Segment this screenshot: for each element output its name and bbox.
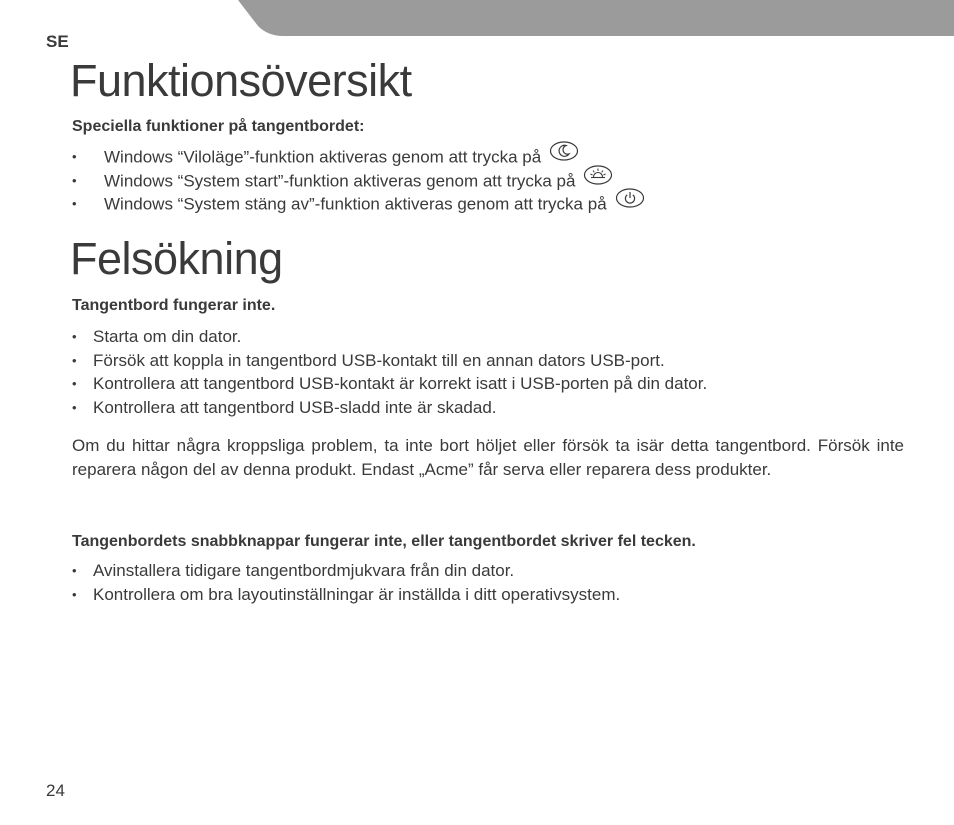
header-bar bbox=[0, 0, 954, 36]
power-icon bbox=[615, 188, 645, 215]
sleep-moon-icon bbox=[549, 141, 579, 168]
problem-heading-keyboard-not-working: Tangentbord fungerar inte. bbox=[72, 297, 276, 314]
list-item-text: Avinstallera tidigare tangentbordmjukvara från din dator. bbox=[93, 561, 515, 580]
bullet: • bbox=[72, 586, 77, 602]
list-item-text: Kontrollera om bra layoutinställningar är inställda i ditt operativsystem. bbox=[93, 584, 621, 604]
list-item-text: Kontrollera att tangentbord USB-kontakt är korrekt isatt i USB-porten på din dator. bbox=[93, 374, 708, 393]
feature-sleep-text: Windows “Viloläge”-funktion aktiveras genom att trycka på bbox=[104, 147, 542, 167]
bullet: • bbox=[72, 329, 77, 344]
bullet: • bbox=[72, 376, 77, 391]
feature-overview-title: Funktionsöversikt bbox=[70, 55, 412, 106]
feature-wake-text: Windows “System start”-funktion aktiveras genom att trycka på bbox=[104, 171, 576, 191]
bullet: • bbox=[72, 352, 77, 368]
bullet: • bbox=[72, 399, 77, 415]
list-item-text: Kontrollera att tangentbord USB-sladd inte är skadad. bbox=[93, 397, 497, 417]
list-item-text: Försök att koppla in tangentbord USB-kontakt till en annan dators USB-port. bbox=[93, 350, 665, 370]
problem-heading-hotkeys: Tangenbordets snabbknappar fungerar inte, eller tangentbordet skriver fel tecken. bbox=[72, 533, 696, 550]
bullet: • bbox=[72, 196, 77, 211]
wake-sunrise-icon bbox=[583, 165, 613, 192]
bullet: • bbox=[72, 563, 77, 578]
troubleshooting-title: Felsökning bbox=[70, 233, 283, 284]
safety-paragraph: Om du hittar några kroppsliga problem, ta inte bort höljet eller försök ta isär detta tangentbord. Försök inte reparera någon del av denna produkt. Endast „Acme” får serva eller reparera dess produkter. bbox=[72, 436, 904, 479]
list-item-text: Starta om din dator. bbox=[93, 327, 242, 346]
language-code: SE bbox=[46, 32, 69, 51]
feature-power-text: Windows “System stäng av”-funktion aktiveras genom att trycka på bbox=[104, 194, 607, 214]
bullet: • bbox=[72, 149, 77, 164]
special-functions-heading: Speciella funktioner på tangentbordet: bbox=[72, 118, 365, 135]
bullet: • bbox=[72, 172, 77, 188]
page-number: 24 bbox=[46, 781, 65, 800]
